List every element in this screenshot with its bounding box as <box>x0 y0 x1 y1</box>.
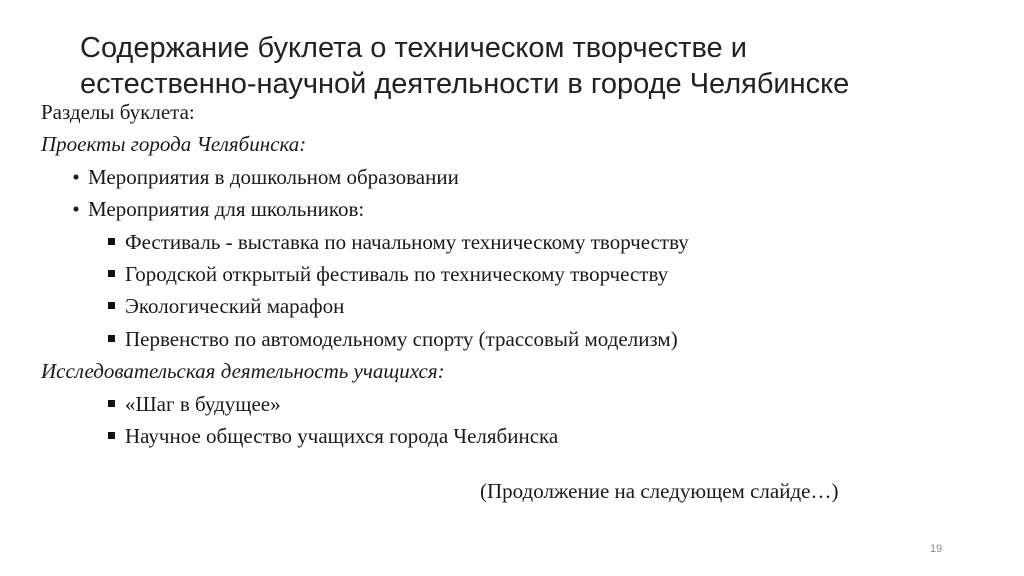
bullet-icon: • <box>72 164 80 189</box>
section-heading-research: Исследовательская деятельность учащихся: <box>41 359 445 384</box>
slide-title <box>80 30 980 102</box>
sub-list-item <box>41 323 991 355</box>
square-bullet-icon <box>108 270 115 277</box>
square-bullet-icon <box>108 238 115 245</box>
sub-list-item-text: «Шаг в будущее» <box>125 391 281 416</box>
intro-text: Разделы буклета: <box>41 100 195 124</box>
slide-body <box>41 96 991 452</box>
section-heading-city-projects: Проекты города Челябинска: <box>41 132 307 157</box>
list-item-text: Мероприятия в дошкольном образовании <box>88 164 459 189</box>
sub-list-item <box>41 226 991 258</box>
sub-list-item-text: Городской открытый фестиваль по техническому творчеству <box>125 262 669 287</box>
slide-title-line-1: Содержание буклета о техническом творчестве и <box>80 32 747 64</box>
square-bullet-icon <box>108 335 115 342</box>
list-item-text: Мероприятия для школьников: <box>88 197 365 222</box>
sub-list-item <box>41 258 991 290</box>
continuation-note: (Продолжение на следующем слайде…) <box>480 479 839 503</box>
slide-title-line-2: естественно-научной деятельности в городе Челябинске <box>80 68 850 100</box>
page-number: 19 <box>930 543 943 555</box>
sub-list-item-text: Научное общество учащихся города Челябинска <box>125 424 559 449</box>
square-bullet-icon <box>108 302 115 309</box>
list-item <box>41 193 991 225</box>
square-bullet-icon <box>108 432 115 439</box>
sub-list-item <box>41 388 991 420</box>
list-item <box>41 161 991 193</box>
sub-list-item-text: Фестиваль - выставка по начальному техническому творчеству <box>125 229 689 254</box>
sub-list-item-text: Первенство по автомодельному спорту (трассовый моделизм) <box>125 326 678 351</box>
bullet-icon: • <box>72 197 80 222</box>
sub-list-item-text: Экологический марафон <box>125 294 345 319</box>
sub-list-item <box>41 420 991 452</box>
sub-list-item <box>41 290 991 322</box>
square-bullet-icon <box>108 400 115 407</box>
